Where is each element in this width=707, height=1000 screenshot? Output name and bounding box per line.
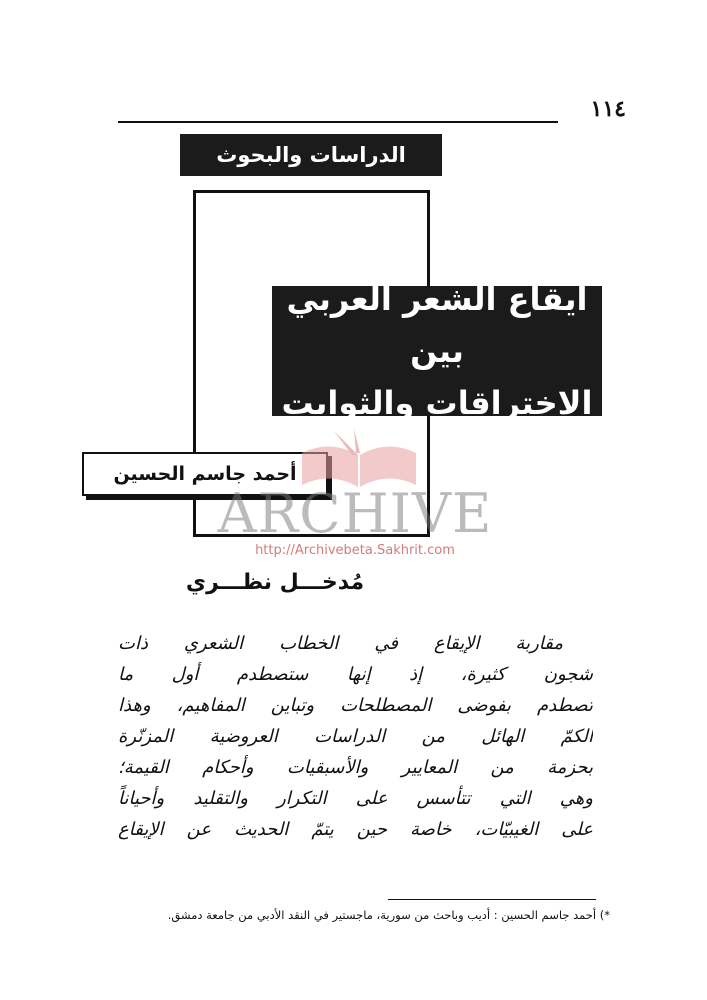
body-text xyxy=(118,628,593,845)
body-line: الكمّ الهائل من الدراسات العروضية المزنّرة xyxy=(118,726,593,747)
body-line: تصطدم بفوضى المصطلحات وتباين المفاهيم، وهذا xyxy=(118,695,593,716)
section-label: الدراسات والبحوث xyxy=(216,143,406,167)
body-line: شجون كثيرة، إذ إنها ستصطدم أول ما xyxy=(118,664,593,685)
watermark-name: ARCHIVE xyxy=(217,482,493,545)
footnote: *) أحمد جاسم الحسين : أديب وباحث من سورية، ماجستير في النقد الأدبي من جامعة دمشق. xyxy=(167,908,610,922)
body-line: مقاربة الإيقاع في الخطاب الشعري ذات xyxy=(118,633,563,654)
body-line: وهي التي تتأسس على التكرار والتقليد وأحياناً xyxy=(118,788,593,809)
body-line: على الغيبيّات، خاصة حين يتمّ الحديث عن الإيقاع xyxy=(118,819,593,840)
footnote-rule xyxy=(388,899,596,900)
page-number: ١١٤ xyxy=(590,96,626,122)
title-line: الاختراقات والثوابت xyxy=(281,384,593,422)
subheading: مُدخـــل نظـــري xyxy=(185,570,365,595)
watermark-url: http://Archivebeta.Sakhrit.com xyxy=(255,543,455,558)
section-banner xyxy=(180,134,442,176)
title-line: ايقاع الشعر العربي بين xyxy=(286,280,588,370)
body-line: بحزمة من المعايير والأسبقيات وأحكام القيمة؛ xyxy=(118,757,593,778)
article-title xyxy=(272,280,602,422)
author-name: أحمد جاسم الحسين xyxy=(113,463,297,485)
header-rule xyxy=(118,121,558,123)
